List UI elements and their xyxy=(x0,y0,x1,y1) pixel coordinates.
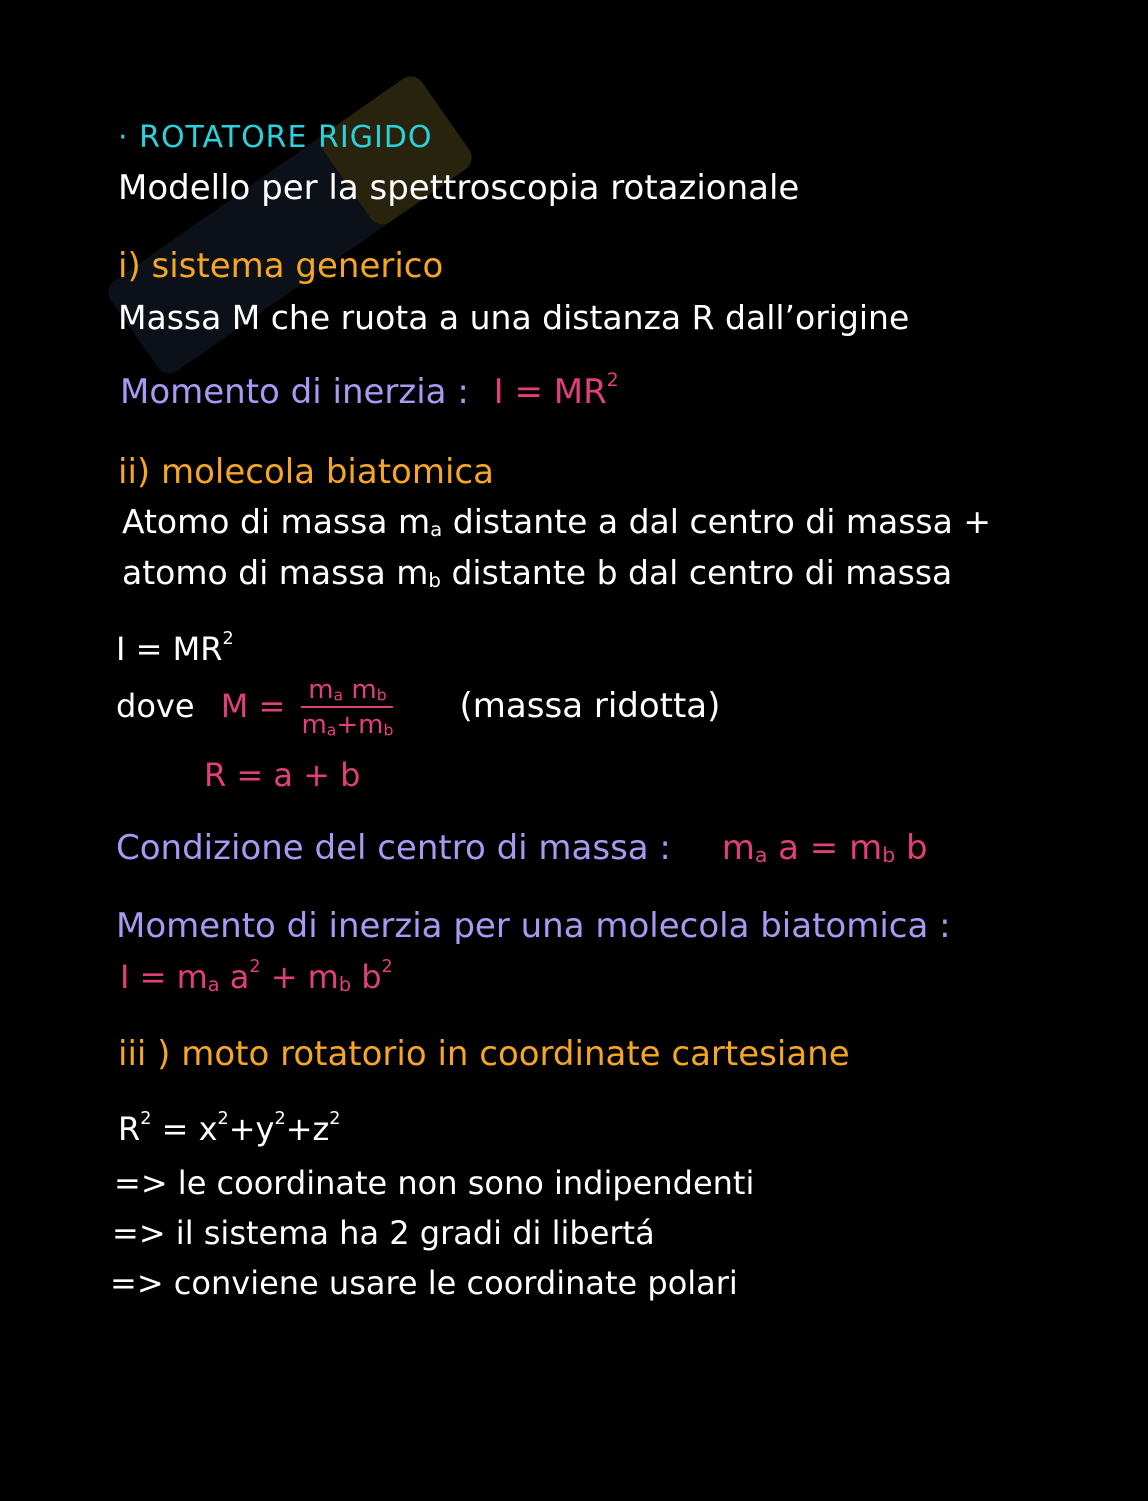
cdm-label: Condizione del centro di massa : xyxy=(116,828,671,868)
section1-description: Massa M che ruota a una distanza R dall’origine xyxy=(118,298,910,337)
section2-formula-I: $I = MR^2$ xyxy=(116,629,234,668)
R-equals: R = a + b xyxy=(204,756,361,794)
watermark-logo-icon xyxy=(60,60,520,390)
fraction-denominator: $m_a+m_b$ xyxy=(301,710,394,740)
section2-line1: Atomo di massa $m_a$ distante a dal centro di massa + xyxy=(122,502,991,541)
massa-ridotta-note: (massa ridotta) xyxy=(459,686,721,726)
section3-bullet-2: => il sistema ha 2 gradi di libertá xyxy=(112,1214,655,1252)
fraction-numerator: $m_a$ $m_b$ xyxy=(301,676,393,708)
section3-bullet-3: => conviene usare le coordinate polari xyxy=(110,1264,738,1302)
title xyxy=(118,120,433,155)
section3-equation: $R^2 = x^2+y^2+z^2$ xyxy=(118,1109,341,1148)
section2-heading: ii) molecola biatomica xyxy=(118,452,494,492)
dove-label: dove xyxy=(116,687,195,725)
subtitle: Modello per la spettroscopia rotazionale xyxy=(118,168,800,208)
section2-reduced-mass xyxy=(116,676,720,740)
M-equals: M = xyxy=(220,687,286,725)
title-text: ROTATORE RIGIDO xyxy=(139,120,433,155)
cdm-formula: $m_a$ $a = m_b$ b xyxy=(721,828,928,868)
inertia-biatomic-formula: $I = m_a$ $a^2 + m_b$ $b^2$ xyxy=(120,957,393,996)
section1-inertia-label: Momento di inerzia : xyxy=(120,372,469,412)
section2-line2: atomo di massa $m_b$ distante b dal centro di massa xyxy=(122,553,953,592)
title-bullet: · xyxy=(118,120,129,155)
inertia-biatomic-label: Momento di inerzia per una molecola biatomica : xyxy=(116,906,951,946)
center-of-mass-condition xyxy=(116,828,928,868)
section1-heading: i) sistema generico xyxy=(118,246,444,286)
section3-bullet-1: => le coordinate non sono indipendenti xyxy=(114,1164,755,1202)
section1-inertia-formula: $I = MR^2$ xyxy=(493,370,619,412)
section3-heading: iii ) moto rotatorio in coordinate cartesiane xyxy=(118,1034,850,1074)
reduced-mass-fraction xyxy=(301,676,393,740)
section1-inertia xyxy=(120,372,619,412)
